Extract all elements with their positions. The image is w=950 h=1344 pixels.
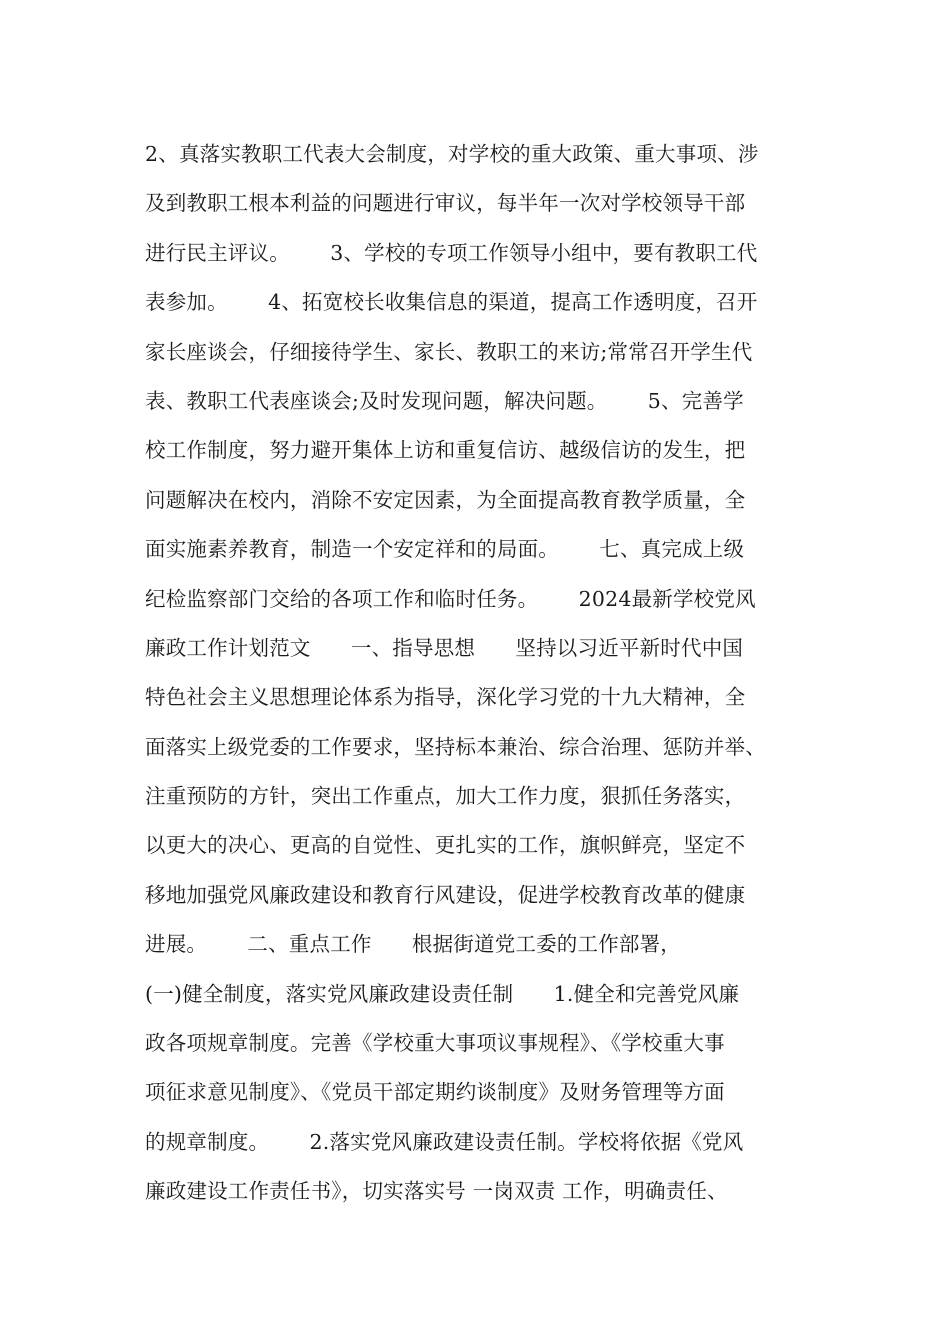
text-line: 廉政建设工作责任书》，切实落实号 一岗双责 工作，明确责任、 (145, 1179, 728, 1204)
text-line: 廉政工作计划范文 一、指导思想 坚持以习近平新时代中国 (145, 635, 744, 660)
text-line: 特色社会主义思想理论体系为指导，深化学习党的十九大精神，全 (145, 685, 746, 710)
text-line: 2、真落实教职工代表大会制度，对学校的重大政策、重大事项、涉 (145, 142, 759, 166)
text-line: (一)健全制度，落实党风廉政建设责任制 1.健全和完善党风廉 (145, 981, 740, 1006)
document-body (145, 130, 845, 1217)
text-line: 的规章制度。 2.落实党风廉政建设责任制。学校将依据《党风 (145, 1129, 744, 1154)
text-line: 及到教职工根本利益的问题进行审议，每半年一次对学校领导干部 (145, 191, 746, 216)
text-line: 政各项规章制度。完善《学校重大事项议事规程》、《学校重大事 (145, 1031, 725, 1056)
text-line: 进行民主评议。 3、学校的专项工作领导小组中，要有教职工代 (145, 240, 758, 265)
text-line: 表、教职工代表座谈会;及时发现问题，解决问题。 5、完善学 (145, 388, 744, 413)
text-line: 项征求意见制度》、《党员干部定期约谈制度》及财务管理等方面 (145, 1080, 725, 1105)
text-line: 纪检监察部门交给的各项工作和临时任务。 2024最新学校党风 (145, 586, 756, 611)
text-line: 面落实上级党委的工作要求，坚持标本兼治、综合治理、惩防并举、 (145, 734, 766, 759)
text-line: 家长座谈会，仔细接待学生、家长、教职工的来访;常常召开学生代 (145, 339, 753, 364)
text-line: 表参加。 4、拓宽校长收集信息的渠道，提高工作透明度，召开 (145, 290, 758, 315)
text-line: 移地加强党风廉政建设和教育行风建设，促进学校教育改革的健康 (145, 882, 746, 907)
text-line: 面实施素养教育，制造一个安定祥和的局面。 七、真完成上级 (145, 537, 745, 562)
text-line: 以更大的决心、更高的自觉性、更扎实的工作，旗帜鲜亮，坚定不 (145, 833, 746, 858)
text-line: 注重预防的方针，突出工作重点，加大工作力度，狠抓任务落实， (145, 784, 746, 809)
text-line: 校工作制度，努力避开集体上访和重复信访、越级信访的发生，把 (145, 438, 746, 463)
text-line: 问题解决在校内，消除不安定因素，为全面提高教育教学质量，全 (145, 487, 746, 512)
text-line: 进展。 二、重点工作 根据街道党工委的工作部署， (145, 932, 681, 957)
